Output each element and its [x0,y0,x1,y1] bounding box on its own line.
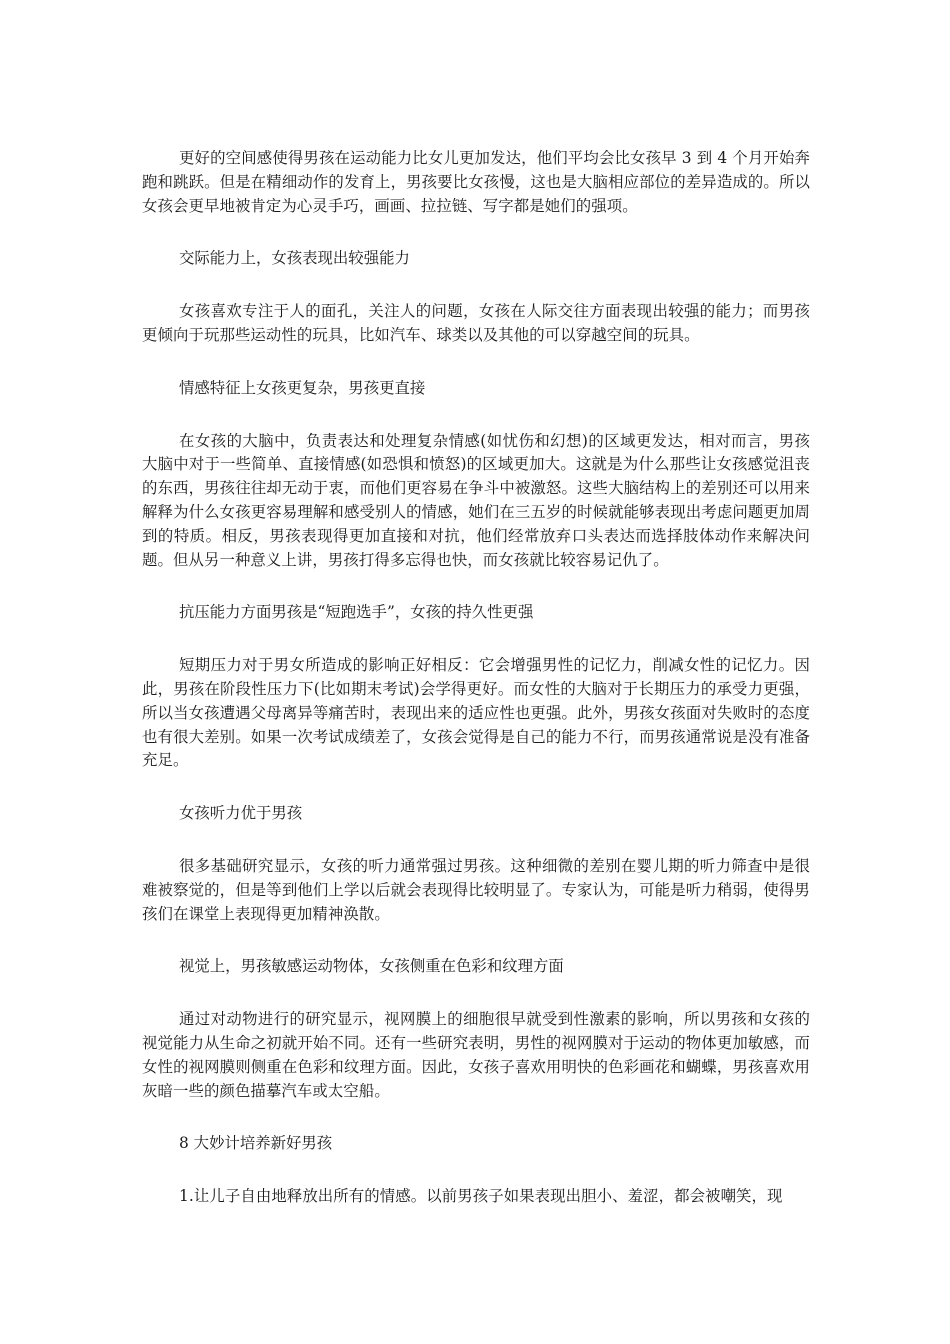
heading-stress: 抗压能力方面男孩是“短跑选手”，女孩的持久性更强 [179,603,534,622]
paragraph-gap [142,348,810,377]
heading-social-ability: 交际能力上，女孩表现出较强能力 [179,249,410,268]
paragraph-gap [142,1156,810,1185]
paragraph-gap [142,401,810,430]
paragraph-tip-one: 1.让儿子自由地释放出所有的情感。以前男孩子如果表现出胆小、羞涩，都会被嘲笑，现 [179,1187,783,1206]
heading-emotion: 情感特征上女孩更复杂，男孩更直接 [179,378,426,397]
paragraph-spatial-motor: 更好的空间感使得男孩在运动能力比女儿更加发达，他们平均会比女孩早 3 到 4 个月开始奔跑和跳跃。但是在精细动作的发育上，男孩要比女孩慢，这也是大脑相应部位的差异造成的。所以女孩会更早地被肯定为心灵手巧，画画、拉拉链、写字都是她们的强项。 [142,149,810,215]
paragraph-vision: 通过对动物进行的研究显示，视网膜上的细胞很早就受到性激素的影响，所以男孩和女孩的视觉能力从生命之初就开始不同。还有一些研究表明，男性的视网膜对于运动的物体更加敏感，而女性的视网膜则侧重在色彩和纹理方面。因此，女孩子喜欢用明快的色彩画花和蝴蝶，男孩喜欢用灰暗一些的颜色描摹汽车或太空船。 [142,1010,810,1100]
paragraph-gap [142,625,810,654]
paragraph-gap [142,1103,810,1132]
heading-vision: 视觉上，男孩敏感运动物体，女孩侧重在色彩和纹理方面 [179,957,564,976]
document-body [142,147,810,1209]
paragraph-social-ability: 女孩喜欢专注于人的面孔，关注人的问题，女孩在人际交往方面表现出较强的能力；而男孩更倾向于玩那些运动性的玩具，比如汽车、球类以及其他的可以穿越空间的玩具。 [142,302,810,344]
paragraph-gap [142,979,810,1008]
paragraph-gap [142,826,810,855]
heading-hearing: 女孩听力优于男孩 [179,804,303,823]
paragraph-emotion: 在女孩的大脑中，负责表达和处理复杂情感(如忧伤和幻想)的区域更发达，相对而言，男孩大脑中对于一些简单、直接情感(如恐惧和愤怒)的区域更加大。这就是为什么那些让女孩感觉沮丧的东西，男孩往往却无动于衷，而他们更容易在争斗中被激怒。这些大脑结构上的差别还可以用来解释为什么女孩更容易理解和感受别人的情感，她们在三五岁的时候就能够表现出考虑问题更加周到的特质。相反，男孩表现得更加直接和对抗，他们经常放弃口头表达而选择肢体动作来解决问题。但从另一种意义上讲，男孩打得多忘得也快，而女孩就比较容易记仇了。 [142,431,810,569]
paragraph-gap [142,926,810,955]
paragraph-hearing: 很多基础研究显示，女孩的听力通常强过男孩。这种细微的差别在婴儿期的听力筛查中是很难被察觉的，但是等到他们上学以后就会表现得比较明显了。专家认为，可能是听力稍弱，使得男孩们在课堂上表现得更加精神涣散。 [142,856,810,923]
paragraph-gap [142,218,810,247]
paragraph-stress: 短期压力对于男女所造成的影响正好相反：它会增强男性的记忆力，削减女性的记忆力。因此，男孩在阶段性压力下(比如期末考试)会学得更好。而女性的大脑对于长期压力的承受力更强，所以当女孩遭遇父母离异等痛苦时，表现出来的适应性也更强。此外，男孩女孩面对失败时的态度也有很大差别。如果一次考试成绩差了，女孩会觉得是自己的能力不行，而男孩通常说是没有准备充足。 [142,656,810,770]
paragraph-gap [142,773,810,802]
paragraph-gap [142,572,810,601]
heading-eight-tips: 8 大妙计培养新好男孩 [179,1134,333,1153]
paragraph-gap [142,271,810,300]
